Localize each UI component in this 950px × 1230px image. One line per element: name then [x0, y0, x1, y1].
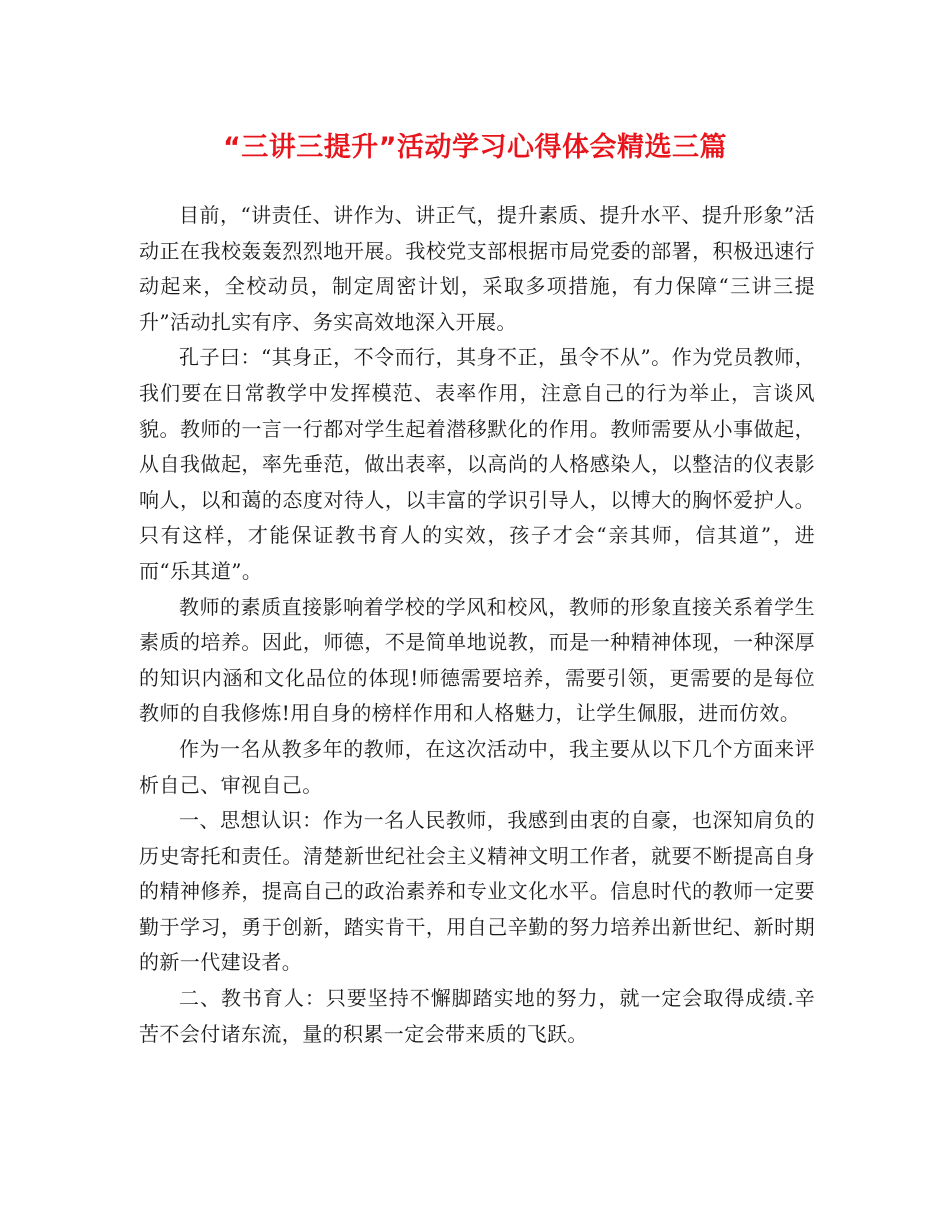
- document-title: “三讲三提升”活动学习心得体会精选三篇: [223, 132, 727, 163]
- document-body: [139, 198, 815, 1052]
- paragraph-ideology: 一、思想认识：作为一名人民教师，我感到由衷的自豪，也深知肩负的历史寄托和责任。清楚新世纪社会主义精神文明工作者，就要不断提高自身的精神修养，提高自己的政治素养和专业文化水平。信息时代的教师一定要勤于学习，勇于创新，踏实肯干，用自己辛勤的努力培养出新世纪、新时期的新一代建设者。: [139, 808, 815, 975]
- paragraph-teaching: 二、教书育人：只要坚持不懈脚踏实地的努力，就一定会取得成绩.辛苦不会付诸东流，量的积累一定会带来质的飞跃。: [139, 986, 815, 1046]
- paragraph-confucius: 孔子曰：“其身正，不令而行，其身不正，虽令不从”。作为党员教师，我们要在日常教学中发挥模范、表率作用，注意自己的行为举止，言谈风貌。教师的一言一行都对学生起着潜移默化的作用。教师需要从小事做起，从自我做起，率先垂范，做出表率，以高尚的人格感染人，以整洁的仪表影响人，以和蔼的态度对待人，以丰富的学识引导人，以博大的胸怀爱护人。只有这样，才能保证教书育人的实效，孩子才会“亲其师，信其道”，进而“乐其道”。: [139, 345, 815, 583]
- paragraph-intro: 目前，“讲责任、讲作为、讲正气，提升素质、提升水平、提升形象”活动正在我校轰轰烈烈地开展。我校党支部根据市局党委的部署，积极迅速行动起来，全校动员，制定周密计划，采取多项措施，有力保障“三讲三提升”活动扎实有序、务实高效地深入开展。: [139, 203, 815, 334]
- paragraph-teacher-quality: 教师的素质直接影响着学校的学风和校风，教师的形象直接关系着学生素质的培养。因此，师德，不是简单地说教，而是一种精神体现，一种深厚的知识内涵和文化品位的体现!师德需要培养，需要引领，更需要的是每位教师的自我修炼!用自身的榜样作用和人格魅力，让学生佩服，进而仿效。: [139, 594, 815, 726]
- paragraph-self-review: 作为一名从教多年的教师，在这次活动中，我主要从以下几个方面来评析自己、审视自己。: [139, 736, 815, 797]
